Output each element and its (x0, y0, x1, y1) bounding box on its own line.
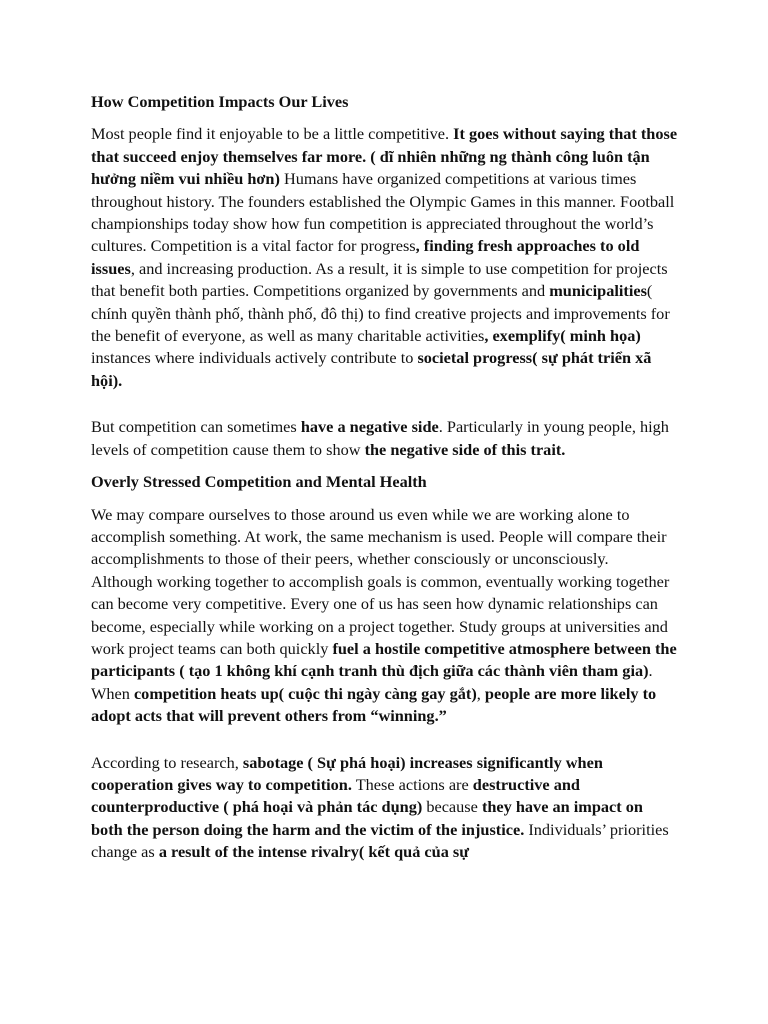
text-run: According to research, (91, 752, 243, 772)
bold-text-run: a result of the intense rivalry( kết quả của sự (158, 842, 470, 862)
bold-text-run: municipalities (549, 281, 647, 301)
text-run: instances where individuals actively contribute to (91, 348, 418, 368)
bold-text-run: , exemplify( minh họa) (484, 326, 641, 346)
paragraph-teamwork (91, 571, 678, 728)
text-run: These actions are (351, 774, 473, 794)
text-run: . When (91, 661, 653, 703)
text-run: , (476, 683, 485, 703)
text-run: because (422, 797, 482, 817)
bold-text-run: destructive and counterproductive ( phá hoại và phản tác dụng) (91, 774, 580, 817)
text-run: ( chính quyền thành phố, thành phố, đô thị) to find creative projects and improvements for the benefit of everyone, as well as many charitable activities (91, 281, 670, 346)
bold-text-run: societal progress( sự phát triển xã hội). (91, 348, 652, 390)
text-run: , and increasing production. As a result, it is simple to use competition for projects that benefit both parties. Competitions organized by governments and (91, 258, 668, 301)
paragraph-intro (91, 123, 678, 392)
bold-text-run: the negative side of this trait. (364, 439, 566, 459)
text-run: Most people find it enjoyable to be a little competitive. (91, 124, 454, 144)
paragraph-negative-side (91, 416, 678, 461)
text-run: . Particularly in young people, high levels of competition cause them to show (91, 417, 669, 459)
bold-text-run: It goes without saying that those that succeed enjoy themselves far more. ( dĩ nhiên những ng thành công luôn tận hưởng niềm vui nhiều hơn) (91, 124, 678, 189)
text-run: Although working together to accomplish goals is common, eventually working together can become very competitive. Every one of us has seen how dynamic relationships can become, especially while working on a project together. Study groups at universities and work project teams can both quickly (91, 571, 670, 658)
bold-text-run: competition heats up( cuộc thi ngày càng gay gắt) (133, 683, 477, 703)
bold-text-run: have a negative side (300, 417, 439, 437)
section-heading: Overly Stressed Competition and Mental Health (91, 472, 427, 492)
text-run: But competition can sometimes (91, 417, 301, 437)
bold-text-run: , finding fresh approaches to old issues (91, 236, 640, 278)
bold-text-run: fuel a hostile competitive atmosphere between the participants ( tạo 1 không khí cạnh tranh thù địch giữa các thành viên tham gia) (91, 638, 677, 681)
bold-text-run: they have an impact on both the person doing the harm and the victim of the injustice. (91, 797, 643, 839)
bold-text-run: people are more likely to adopt acts that will prevent others from “winning.” (91, 683, 657, 726)
text-run: We may compare ourselves to those around us even while we are working alone to accomplish something. At work, the same mechanism is used. People will compare their accomplishments to those of their peers, whether consciously or unconsciously. (91, 504, 667, 569)
text-run: Individuals’ priorities change as (91, 819, 669, 862)
paragraph-compare (91, 504, 678, 571)
text-run: Humans have organized competitions at various times throughout history. The founders established the Olympic Games in this manner. Football championships today show how fun competition is appreciated throughout the world’s cultures. Competition is a vital factor for progress (91, 169, 675, 256)
document-title: How Competition Impacts Our Lives (91, 92, 349, 111)
paragraph-research (91, 752, 678, 864)
bold-text-run: sabotage ( Sự phá hoại) increases significantly when cooperation gives way to competition. (91, 752, 603, 794)
